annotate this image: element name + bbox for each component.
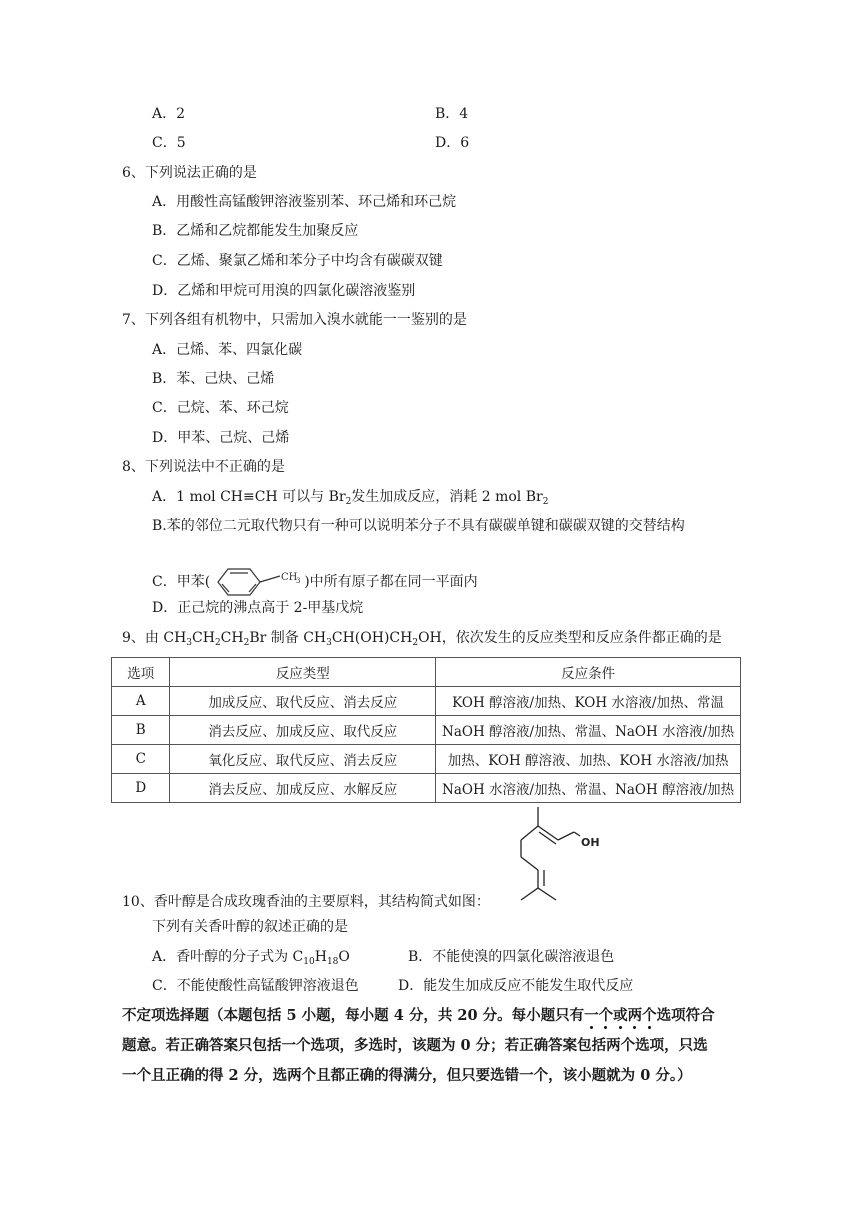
toluene-structure [210,565,304,599]
q8-a-sub2: 2 [542,497,549,507]
table-header: 选项 [112,658,170,687]
table-cell: 氧化反应、取代反应、消去反应 [170,745,436,774]
q10-sub-stem: 下列有关香叶醇的叙述正确的是 [152,919,348,935]
q7-option-d: D．甲苯、己烷、己烯 [152,430,290,446]
q8-a-sub1: 2 [345,497,352,507]
q6-option-c: C．乙烯、聚氯乙烯和苯分子中均含有碳碳双键 [152,253,443,269]
table-row [112,687,741,716]
oh-label: OH [581,836,600,849]
table-header-row [112,658,741,687]
q5-option-c: C．5 [152,135,186,151]
table-cell: A [112,687,170,716]
q9-stem-part: CH [192,630,215,646]
q10-a-sub: 10 [303,957,315,967]
q10-option-c: C．不能使酸性高锰酸钾溶液退色 [152,978,359,994]
q10-a-part: H [314,949,327,965]
table-cell: C [112,745,170,774]
q9-sub: 2 [243,638,250,648]
ch3-label: CH [281,572,298,583]
emphasis-char: 个 [598,1007,614,1024]
q8-option-d: D．正己烷的沸点高于 2-甲基戊烷 [152,600,364,616]
q10-a-part: A．香叶醇的分子式为 C [152,949,304,965]
table-cell: NaOH 水溶液/加热、常温、NaOH 醇溶液/加热 [436,774,741,803]
table-cell: NaOH 醇溶液/加热、常温、NaOH 水溶液/加热 [436,716,741,745]
q5-option-a: A．2 [152,106,186,122]
q8-c-prefix: C．甲苯( [152,574,211,590]
q6-option-a: A．用酸性高锰酸钾溶液鉴别苯、环己烯和环己烷 [152,194,457,210]
emphasis-char: 两 [627,1007,643,1024]
table-header: 反应条件 [436,658,741,687]
q7-option-a: A．己烯、苯、四氯化碳 [152,342,303,358]
emphasis-char: 一 [584,1007,599,1024]
q10-stem: 10、香叶醇是合成玫瑰香油的主要原料，其结构简式如图： [122,894,490,910]
instruction-text: 不定项选择题（本题包括 5 小题，每小题 4 分，共 20 分。每小题只有 [122,1007,585,1024]
q5-option-d: D．6 [435,135,470,151]
q10-option-b: B．不能使溴的四氯化碳溶液退色 [408,949,615,965]
geraniol-structure [508,804,620,904]
q6-stem: 6、下列说法正确的是 [122,165,257,181]
q9-stem-part: OH，依次发生的反应类型和反应条件都正确的是 [418,630,722,646]
q8-c-suffix: )中所有原子都在同一平面内 [304,574,478,590]
emphasis-char: 个 [642,1007,657,1024]
q10-a-part: O [338,949,350,965]
q9-sub: 2 [412,638,419,648]
q10-a-sub: 18 [326,957,339,967]
q7-stem: 7、下列各组有机物中，只需加入溴水就能一一鉴别的是 [122,312,467,328]
q7-option-c: C．己烷、苯、环己烷 [152,400,289,416]
q5-option-b: B．4 [435,106,469,122]
q9-sub: 3 [186,638,193,648]
q9-stem-part: CH [220,630,244,646]
table-cell: 消去反应、加成反应、取代反应 [170,716,436,745]
table-row [112,745,741,774]
q9-sub: 3 [326,638,332,648]
q8-option-a [152,487,548,512]
emphasis-char: 或 [613,1007,628,1024]
q9-stem-part: CH(OH)CH [331,630,413,646]
table-row [112,716,741,745]
section-instructions-line3: 一个且正确的得 2 分，选两个且都正确的得满分，但只要选错一个，该小题就为 0 分。） [122,1067,692,1084]
q9-stem [122,628,722,653]
table-cell: 加热、KOH 醇溶液、加热、KOH 水溶液/加热 [436,745,741,774]
q9-stem-part: 9、由 CH [122,630,187,646]
q9-sub: 2 [214,638,221,648]
table-cell: 消去反应、加成反应、水解反应 [170,774,436,803]
q10-option-a [152,947,350,972]
section-instructions-line2: 题意。若正确答案只包括一个选项，多选时，该题为 0 分；若正确答案包括两个选项，只选 [122,1037,708,1054]
instruction-text: 选项符合 [656,1007,715,1024]
q9-table [111,657,741,803]
table-header: 反应类型 [170,658,436,687]
q10-option-d: D．能发生加成反应不能发生取代反应 [398,978,634,994]
q8-a-prefix: A．1 mol CH≡CH 可以与 Br [152,489,346,505]
q6-option-b: B．乙烯和乙烷都能发生加聚反应 [152,223,359,239]
table-cell: KOH 醇溶液/加热、KOH 水溶液/加热、常温 [436,687,741,716]
q6-option-d: D．乙烯和甲烷可用溴的四氯化碳溶液鉴别 [152,283,416,299]
ch3-subscript: 3 [296,577,301,585]
q8-a-mid: 发生加成反应，消耗 2 mol Br [351,489,543,505]
table-cell: 加成反应、取代反应、消去反应 [170,687,436,716]
table-cell: D [112,774,170,803]
section-instructions-line1 [122,1006,715,1026]
q8-option-b: B.苯的邻位二元取代物只有一种可以说明苯分子不具有碳碳单键和碳碳双键的交替结构 [152,518,685,534]
table-row [112,774,741,803]
q8-stem: 8、下列说法中不正确的是 [122,459,285,475]
q8-option-c [152,565,478,599]
q7-option-b: B．苯、己炔、己烯 [152,371,275,387]
table-cell: B [112,716,170,745]
q9-stem-part: Br 制备 CH [249,630,327,646]
